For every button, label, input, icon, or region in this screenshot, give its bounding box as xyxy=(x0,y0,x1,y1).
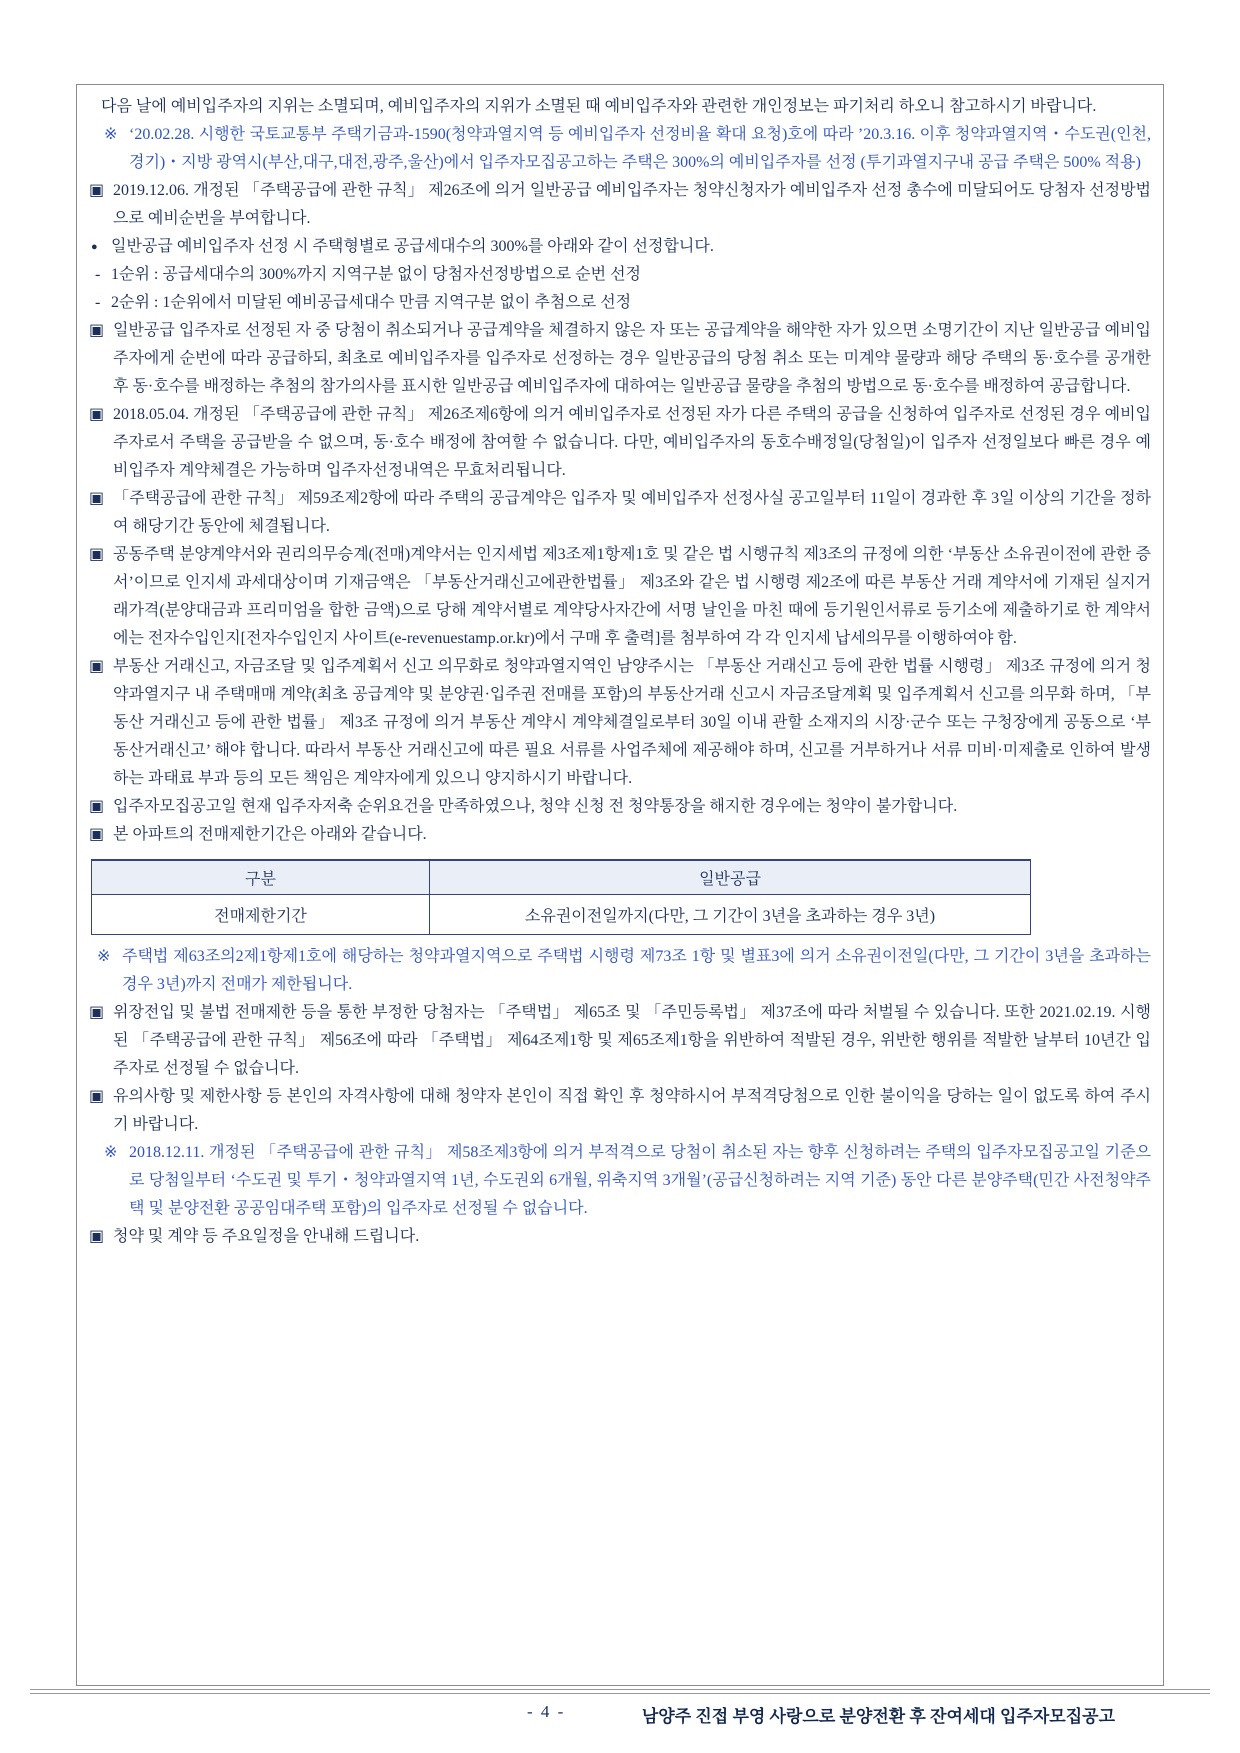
content-border xyxy=(76,84,1164,1686)
notice-paragraph xyxy=(95,289,1151,317)
paragraph-text: 일반공급 예비입주자 선정 시 주택형별로 공급세대수의 300%를 아래와 같이 선정합니다. xyxy=(111,238,714,255)
paragraph-text: 2018.05.04. 개정된 「주택공급에 관한 규칙」 제26조제6항에 의거 예비입주자로 선정된 자가 다른 주택의 공급을 신청하여 입주자로 선정된 경우 예비입주자로서 주택을 공급받을 수 없으며, 동·호수 배정에 참여할 수 없습니다. 다만, 예비입주자의 동호수배정일(당첨일)이 입주자 선정일보다 빠른 경우 예비입주자 계약체결은 가능하며 입주자선정내역은 무효처리됩니다. xyxy=(113,406,1151,479)
table-cell: 소유권이전일까지(다만, 그 기간이 3년을 초과하는 경우 3년) xyxy=(430,894,1031,934)
notice-paragraph xyxy=(89,541,1151,653)
reference-mark-icon: ※ xyxy=(104,126,118,143)
paragraph-text: 유의사항 및 제한사항 등 본인의 자격사항에 대해 청약자 본인이 직접 확인 후 청약하시어 부적격당첨으로 인한 불이익을 당하는 일이 없도록 하여 주시기 바랍니다. xyxy=(113,1087,1151,1133)
notice-paragraph xyxy=(89,1223,1151,1251)
square-bullet-icon: ▣ xyxy=(89,1087,105,1105)
reference-mark-icon: ※ xyxy=(104,1143,118,1161)
dash-bullet-icon: - xyxy=(95,294,101,311)
notice-paragraph xyxy=(89,317,1151,401)
paragraph-text: 「주택공급에 관한 규칙」 제59조제2항에 따라 주택의 공급계약은 입주자 및 예비입주자 선정사실 공고일부터 11일이 경과한 후 3일 이상의 기간을 정하여 해당기간 동안에 체결됩니다. xyxy=(113,490,1151,535)
page-number: - 4 - xyxy=(527,1702,566,1721)
paragraph-text: 1순위 : 공급세대수의 300%까지 지역구분 없이 당첨자선정방법으로 순번 선정 xyxy=(111,266,641,283)
table-header-row xyxy=(92,860,1031,894)
paragraph-text: 부동산 거래신고, 자금조달 및 입주계획서 신고 의무화로 청약과열지역인 남양주시는 「부동산 거래신고 등에 관한 법률 시행령」 제3조 규정에 의거 청약과열지구 내 주택매매 계약(최초 공급계약 및 분양권·입주권 전매를 포함)의 부동산거래 신고시 자금조달계획 및 입주계획서 신고를 의무화 하며, 「부동산 거래신고 등에 관한 법률」 제3조 규정에 의거 부동산 계약시 계약체결일로부터 30일 이내 관할 소재지의 시장·군수 또는 구청장에게 공동으로 ‘부동산거래신고’ 해야 합니다. 따라서 부동산 거래신고에 따른 필요 서류를 사업주체에 제공해야 하며, 신고를 거부하거나 서류 미비·미제출로 인하여 발생하는 과태료 부과 등의 모든 책임은 계약자에게 있으니 양지하시기 바랍니다. xyxy=(113,658,1151,787)
table-header-cell: 구분 xyxy=(92,860,430,894)
notice-paragraph xyxy=(95,261,1151,289)
notice-paragraph xyxy=(89,177,1151,233)
paragraph-text: 2순위 : 1순위에서 미달된 예비공급세대수 만큼 지역구분 없이 추첨으로 선정 xyxy=(111,294,632,311)
paragraph-text: 본 아파트의 전매제한기간은 아래와 같습니다. xyxy=(113,826,427,843)
notice-paragraph xyxy=(89,401,1151,485)
notice-paragraph xyxy=(101,93,1151,121)
reference-mark-icon: ※ xyxy=(97,947,111,965)
table-row xyxy=(92,894,1031,934)
paragraph-text: 2019.12.06. 개정된 「주택공급에 관한 규칙」 제26조에 의거 일반공급 예비입주자는 청약신청자가 예비입주자 선정 총수에 미달되어도 당첨자 선정방법으로 예비순번을 부여합니다. xyxy=(113,182,1151,227)
dash-bullet-icon: - xyxy=(95,266,101,283)
square-bullet-icon: ▣ xyxy=(89,322,105,339)
table-cell: 전매제한기간 xyxy=(92,894,430,934)
notice-paragraph xyxy=(89,1083,1151,1139)
notice-paragraph xyxy=(91,233,1151,261)
notice-paragraph xyxy=(89,485,1151,541)
notice-paragraph xyxy=(89,821,1151,849)
paragraph-text: 일반공급 입주자로 선정된 자 중 당첨이 취소되거나 공급계약을 체결하지 않은 자 또는 공급계약을 해약한 자가 있으면 소명기간이 지난 일반공급 예비입주자에게 순번에 따라 공급하되, 최초로 예비입주자를 입주자로 선정하는 경우 일반공급의 당첨 취소 또는 미계약 물량과 해당 주택의 동·호수를 공개한 후 동·호수를 배정하는 추첨의 참가의사를 표시한 일반공급 예비입주자에 대하여는 일반공급 물량을 추첨의 방법으로 동·호수를 배정하여 공급합니다. xyxy=(113,322,1151,395)
notice-paragraph xyxy=(89,653,1151,793)
square-bullet-icon: ▣ xyxy=(89,798,105,815)
square-bullet-icon: ▣ xyxy=(89,1003,105,1021)
paragraph-text: 입주자모집공고일 현재 입주자저축 순위요건을 만족하였으나, 청약 신청 전 청약통장을 해지한 경우에는 청약이 불가합니다. xyxy=(113,798,958,815)
square-bullet-icon: ▣ xyxy=(89,826,105,843)
notice-paragraph xyxy=(104,121,1151,177)
square-bullet-icon: ▣ xyxy=(89,490,105,507)
paragraph-text: 청약 및 계약 등 주요일정을 안내해 드립니다. xyxy=(113,1227,420,1245)
footer-divider xyxy=(30,1689,1210,1694)
resale-restriction-table xyxy=(91,859,1031,935)
dot-bullet-icon: ● xyxy=(91,241,98,253)
paragraph-text: 주택법 제63조의2제1항제1호에 해당하는 청약과열지역으로 주택법 시행령 제73조 1항 및 별표3에 의거 소유권이전일(다만, 그 기간이 3년을 초과하는 경우 3년)까지 전매가 제한됩니다. xyxy=(122,947,1151,993)
paragraph-text: 위장전입 및 불법 전매제한 등을 통한 부정한 당첨자는 「주택법」 제65조 및 「주민등록법」 제37조에 따라 처벌될 수 있습니다. 또한 2021.02.19. 시행된 「주택공급에 관한 규칙」 제56조에 따라 「주택법」 제64조제1항 및 제65조제1항을 위반하여 적발된 경우, 위반한 행위를 적발한 날부터 10년간 입주자로 선정될 수 없습니다. xyxy=(113,1003,1151,1077)
notice-paragraph xyxy=(89,999,1151,1083)
footer-doc-title: 남양주 진접 부영 사랑으로 분양전환 후 잔여세대 입주자모집공고 xyxy=(641,1707,1115,1726)
resale-restriction-table-wrapper xyxy=(91,859,1149,935)
square-bullet-icon: ▣ xyxy=(89,546,105,563)
paragraph-text: ‘20.02.28. 시행한 국토교통부 주택기금과-1590(청약과열지역 등 예비입주자 선정비율 확대 요청)호에 따라 ’20.3.16. 이후 청약과열지역・수도권(인천, 경기)・지방 광역시(부산,대구,대전,광주,울산)에서 입주자모집공고하는 주택은 300%의 예비입주자를 선정 (투기과열지구내 공급 주택은 500% 적용) xyxy=(129,126,1151,171)
notice-paragraph xyxy=(89,793,1151,821)
square-bullet-icon: ▣ xyxy=(89,1227,105,1245)
square-bullet-icon: ▣ xyxy=(89,182,105,199)
page-footer xyxy=(0,1702,1240,1732)
paragraph-text: 공동주택 분양계약서와 권리의무승계(전매)계약서는 인지세법 제3조제1항제1호 및 같은 법 시행규칙 제3조의 규정에 의한 ‘부동산 소유권이전에 관한 증서’이므로 인지세 과세대상이며 기재금액은 「부동산거래신고에관한법률」 제3조와 같은 법 시행령 제2조에 따른 부동산 거래 계약서에 기재된 실지거래가격(분양대금과 프리미엄을 합한 금액)으로 당해 계약서별로 계약당사자간에 서명 날인을 마친 때에 등기원인서류로 등기소에 제출하기로 한 계약서에는 전자수입인지[전자수입인지 사이트(e-revenuestamp.or.kr)에서 구매 후 출력]를 첨부하여 각 각 인지세 납세의무를 이행하여야 함. xyxy=(113,546,1151,647)
notice-paragraph xyxy=(104,1139,1151,1223)
notice-paragraph xyxy=(97,943,1151,999)
table-header-cell: 일반공급 xyxy=(430,860,1031,894)
paragraph-text: 다음 날에 예비입주자의 지위는 소멸되며, 예비입주자의 지위가 소멸된 때 예비입주자와 관련한 개인정보는 파기처리 하오니 참고하시기 바랍니다. xyxy=(101,98,1097,115)
paragraph-text: 2018.12.11. 개정된 「주택공급에 관한 규칙」 제58조제3항에 의거 부적격으로 당첨이 취소된 자는 향후 신청하려는 주택의 입주자모집공고일 기준으로 당첨일부터 ‘수도권 및 투기・청약과열지역 1년, 수도권외 6개월, 위축지역 3개월’(공급신청하려는 지역 기준) 동안 다른 분양주택(민간 사전청약주택 및 분양전환 공공임대주택 포함)의 입주자로 선정될 수 없습니다. xyxy=(129,1143,1151,1217)
square-bullet-icon: ▣ xyxy=(89,658,105,675)
square-bullet-icon: ▣ xyxy=(89,406,105,423)
